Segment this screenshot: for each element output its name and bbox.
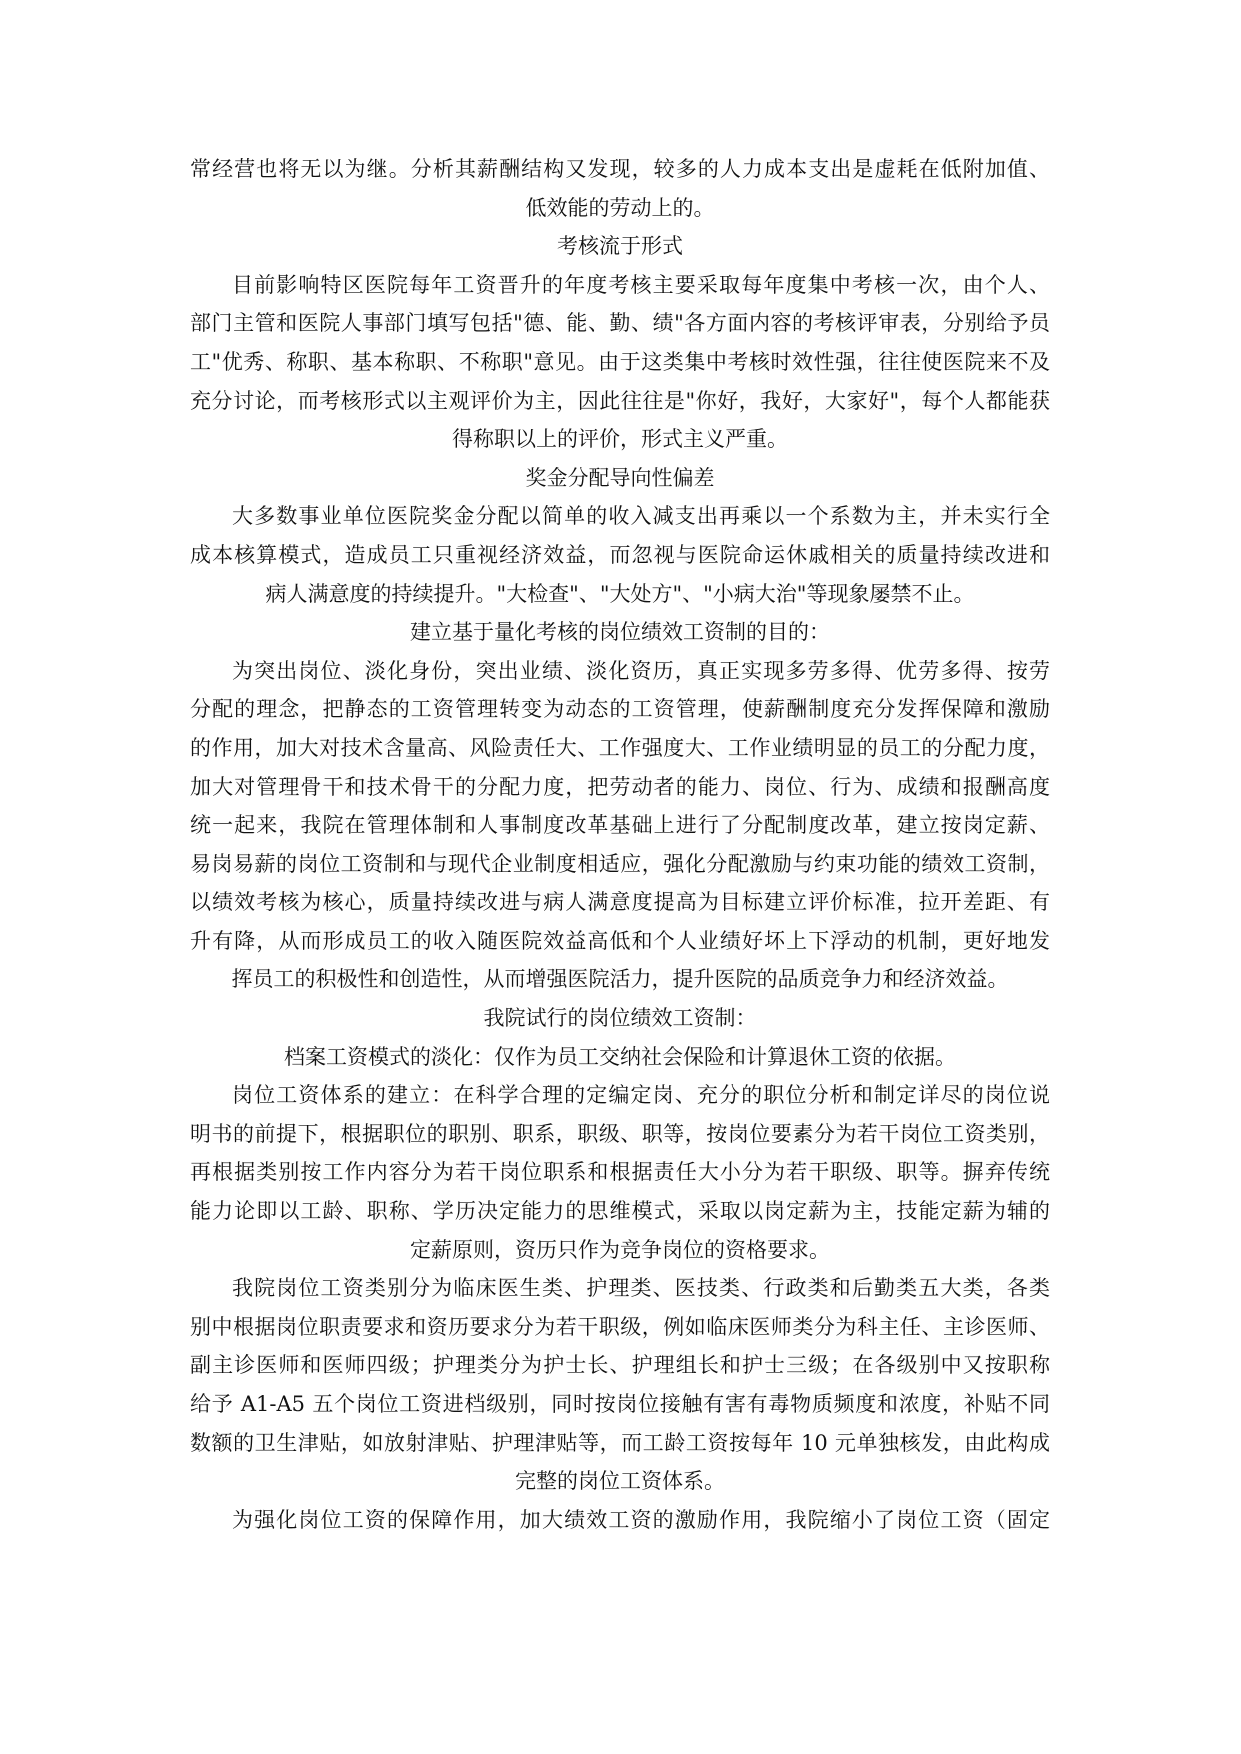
- document-body: [190, 150, 1050, 1539]
- text-line: 为突出岗位、淡化身份，突出业绩、淡化资历，真正实现多劳多得、优劳多得、按劳: [232, 658, 1050, 683]
- section-heading: 建立基于量化考核的岗位绩效工资制的目的：: [410, 620, 830, 645]
- text-line: 易岗易薪的岗位工资制和与现代企业制度相适应，强化分配激励与约束功能的绩效工资制，: [190, 851, 1050, 876]
- text-line: 的作用，加大对技术含量高、风险责任大、工作强度大、工作业绩明显的员工的分配力度，: [190, 735, 1050, 760]
- text-line: 定薪原则，资历只作为竞争岗位的资格要求。: [410, 1237, 830, 1262]
- section-heading: 我院试行的岗位绩效工资制：: [483, 1006, 757, 1031]
- text-line: 副主诊医师和医师四级；护理类分为护士长、护理组长和护士三级；在各级别中又按职称: [190, 1353, 1050, 1378]
- text-line: 目前影响特区医院每年工资晋升的年度考核主要采取每年度集中考核一次，由个人、: [232, 272, 1050, 297]
- text-line: 分配的理念，把静态的工资管理转变为动态的工资管理，使薪酬制度充分发挥保障和激励: [190, 697, 1050, 722]
- text-line: 能力论即以工龄、职称、学历决定能力的思维模式，采取以岗定薪为主，技能定薪为辅的: [190, 1199, 1050, 1224]
- text-line: 部门主管和医院人事部门填写包括"德、能、勤、绩"各方面内容的考核评审表，分别给予员: [190, 311, 1050, 336]
- text-line: 我院岗位工资类别分为临床医生类、护理类、医技类、行政类和后勤类五大类，各类: [232, 1276, 1050, 1301]
- text-line: 常经营也将无以为继。分析其薪酬结构又发现，较多的人力成本支出是虚耗在低附加值、: [190, 157, 1050, 181]
- text-line: 得称职以上的评价，形式主义严重。: [452, 427, 788, 452]
- text-line: 病人满意度的持续提升。"大检查"、"大处方"、"小病大治"等现象屡禁不止。: [265, 581, 975, 606]
- text-line: 以绩效考核为核心，质量持续改进与病人满意度提高为目标建立评价标准，拉开差距、有: [190, 890, 1050, 915]
- text-line: 加大对管理骨干和技术骨干的分配力度，把劳动者的能力、岗位、行为、成绩和报酬高度: [190, 774, 1050, 799]
- text-line: 升有降，从而形成员工的收入随医院效益高低和个人业绩好坏上下浮动的机制，更好地发: [190, 928, 1050, 953]
- text-line: 为强化岗位工资的保障作用，加大绩效工资的激励作用，我院缩小了岗位工资（固定: [232, 1507, 1050, 1532]
- text-line: 明书的前提下，根据职位的职别、职系，职级、职等，按岗位要素分为若干岗位工资类别，: [190, 1121, 1050, 1146]
- text-line: 低效能的劳动上的。: [525, 195, 715, 220]
- text-line: 挥员工的积极性和创造性，从而增强医院活力，提升医院的品质竞争力和经济效益。: [231, 967, 1009, 992]
- text-line: 成本核算模式，造成员工只重视经济效益，而忽视与医院命运休戚相关的质量持续改进和: [190, 542, 1050, 567]
- text-line: 统一起来，我院在管理体制和人事制度改革基础上进行了分配制度改革，建立按岗定薪、: [190, 813, 1050, 838]
- text-line: 充分讨论，而考核形式以主观评价为主，因此往往是"你好，我好，大家好"，每个人都能获: [190, 388, 1050, 413]
- text-line: 再根据类别按工作内容分为若干岗位职系和根据责任大小分为若干职级、职等。摒弃传统: [190, 1160, 1050, 1185]
- section-heading: 奖金分配导向性偏差: [525, 465, 715, 490]
- section-heading: 考核流于形式: [557, 234, 683, 259]
- text-line: 档案工资模式的淡化：仅作为员工交纳社会保险和计算退休工资的依据。: [284, 1044, 956, 1069]
- text-line: 别中根据岗位职责要求和资历要求分为若干职级，例如临床医师类分为科主任、主诊医师、: [190, 1314, 1050, 1339]
- text-line: 工"优秀、称职、基本称职、不称职"意见。由于这类集中考核时效性强，往往使医院来不及: [190, 349, 1050, 374]
- text-line: 数额的卫生津贴，如放射津贴、护理津贴等，而工龄工资按每年 10 元单独核发，由此构成: [190, 1430, 1050, 1455]
- text-line: 岗位工资体系的建立：在科学合理的定编定岗、充分的职位分析和制定详尽的岗位说: [232, 1083, 1050, 1108]
- text-line: 给予 A1-A5 五个岗位工资进档级别，同时按岗位接触有害有毒物质频度和浓度，补贴不同: [190, 1392, 1050, 1416]
- text-line: 完整的岗位工资体系。: [515, 1469, 725, 1494]
- text-line: 大多数事业单位医院奖金分配以简单的收入减支出再乘以一个系数为主，并未实行全: [232, 504, 1050, 529]
